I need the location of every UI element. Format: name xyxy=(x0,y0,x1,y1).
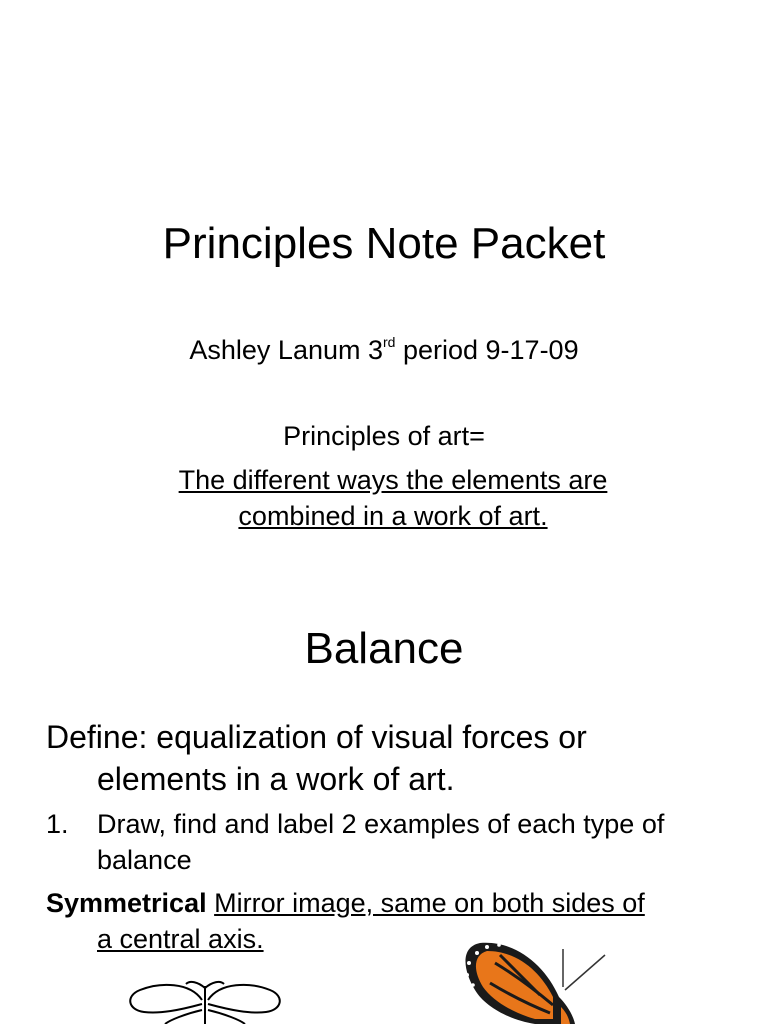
define-line-1: Define: equalization of visual forces or xyxy=(46,719,587,755)
list-item-number: 1. xyxy=(46,809,69,839)
balance-definition xyxy=(46,716,726,800)
list-item xyxy=(46,806,726,878)
symmetrical-definition-line-1: Mirror image, same on both sides of xyxy=(214,888,645,918)
page-title: Principles Note Packet xyxy=(162,219,606,268)
byline-period-date: period 9-17-09 xyxy=(395,335,579,365)
monarch-butterfly-icon xyxy=(455,935,615,1024)
byline-superscript: rd xyxy=(383,334,396,350)
symmetrical-definition-line-2: a central axis. xyxy=(97,924,264,954)
principles-definition: The different ways the elements are combined in a work of art. xyxy=(178,465,608,531)
define-line-2: elements in a work of art. xyxy=(97,761,455,797)
author-byline xyxy=(0,334,768,366)
symmetrical-entry xyxy=(46,885,726,957)
butterfly-outline-icon xyxy=(120,980,290,1024)
symmetrical-term: Symmetrical xyxy=(46,888,207,918)
byline-name: Ashley Lanum 3 xyxy=(189,335,384,365)
list-item-text: Draw, find and label 2 examples of each type of balance xyxy=(97,809,665,875)
section-heading-balance: Balance xyxy=(304,624,464,673)
principles-label: Principles of art= xyxy=(283,421,485,451)
